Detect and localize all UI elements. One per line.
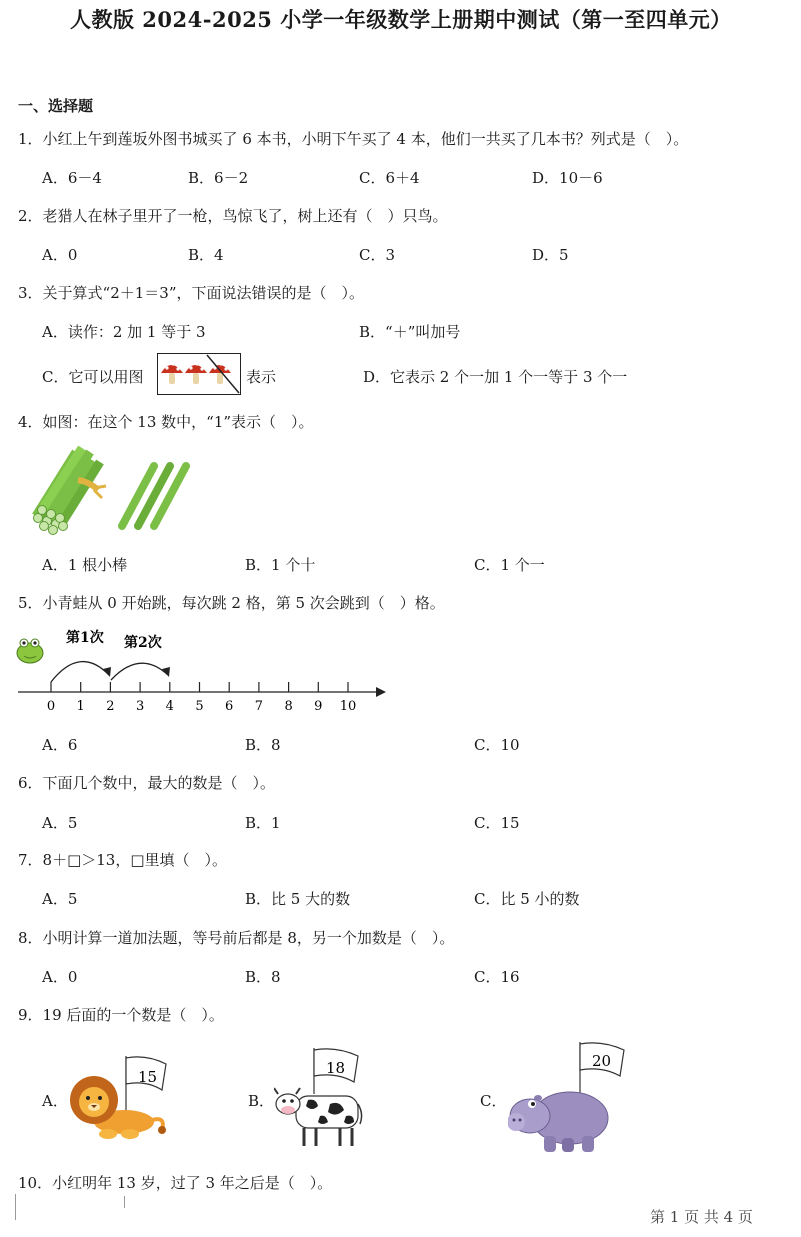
number-line-tick-label: 6 bbox=[225, 699, 234, 714]
question-4-option-c: C．1 个一 bbox=[474, 556, 545, 574]
question-6-stem: 6．下面几个数中，最大的数是（ ）。 bbox=[18, 774, 276, 792]
question-10-stem: 10．小红明年 13 岁，过了 3 年之后是（ ）。 bbox=[18, 1174, 333, 1192]
bundle-of-ten-sticks-icon bbox=[34, 448, 107, 535]
question-6-option-c: C．15 bbox=[474, 814, 520, 832]
number-line-tick-label: 0 bbox=[46, 699, 56, 714]
number-line-tick-label: 1 bbox=[76, 699, 85, 714]
number-line-tick-label: 2 bbox=[106, 699, 115, 714]
question-2-option-d: D．5 bbox=[532, 246, 569, 264]
sticks-illustration bbox=[28, 446, 198, 538]
single-stick-icon bbox=[122, 466, 154, 526]
number-line-diagram bbox=[14, 625, 394, 717]
cow-with-flag-icon bbox=[274, 1044, 364, 1150]
mushroom-picture-icon bbox=[157, 353, 241, 395]
number-line-tick-label: 4 bbox=[165, 699, 174, 714]
single-stick-icon bbox=[154, 466, 186, 526]
question-7-option-c: C．比 5 小的数 bbox=[474, 890, 580, 908]
page-corner-mark bbox=[124, 1196, 125, 1208]
question-8-option-c: C．16 bbox=[474, 968, 520, 986]
question-6-option-b: B．1 bbox=[245, 814, 281, 832]
question-2-stem: 2．老猎人在林子里开了一枪，鸟惊飞了，树上还有（ ）只鸟。 bbox=[18, 207, 448, 225]
question-5-option-c: C．10 bbox=[474, 736, 520, 754]
question-7-option-b: B．比 5 大的数 bbox=[245, 890, 351, 908]
question-6-option-a: A．5 bbox=[42, 814, 78, 832]
question-3-option-b: B．“＋”叫加号 bbox=[359, 323, 461, 341]
question-1-option-c: C．6＋4 bbox=[359, 169, 420, 187]
hippo-with-flag-icon bbox=[508, 1038, 626, 1156]
question-3-stem: 3．关于算式“2＋1＝3”，下面说法错误的是（ ）。 bbox=[18, 284, 365, 302]
page-title: 人教版 2024-2025 小学一年级数学上册期中测试（第一至四单元） bbox=[70, 7, 732, 32]
question-8-option-b: B．8 bbox=[245, 968, 281, 986]
question-1-option-d: D．10－6 bbox=[532, 169, 603, 187]
question-3-option-c: C．它可以用图 bbox=[42, 368, 144, 386]
question-8-stem: 8．小明计算一道加法题，等号前后都是 8，另一个加数是（ ）。 bbox=[18, 929, 455, 947]
question-8-option-a: A．0 bbox=[42, 968, 78, 986]
question-2-option-c: C．3 bbox=[359, 246, 396, 264]
number-line-tick-label: 7 bbox=[254, 699, 264, 714]
question-9-option-c: C． bbox=[480, 1092, 507, 1110]
question-1-option-a: A．6－4 bbox=[42, 169, 102, 187]
question-7-option-a: A．5 bbox=[42, 890, 78, 908]
frog-icon bbox=[17, 639, 43, 663]
question-3-option-d: D．它表示 2 个一加 1 个一等于 3 个一 bbox=[363, 368, 628, 386]
jump-label-2: 第2次 bbox=[124, 635, 162, 651]
question-4-option-a: A．1 根小棒 bbox=[42, 556, 128, 574]
number-line-tick-label: 9 bbox=[314, 699, 323, 714]
question-4-option-b: B．1 个十 bbox=[245, 556, 316, 574]
question-5-option-a: A．6 bbox=[42, 736, 78, 754]
number-line-tick-label: 10 bbox=[339, 699, 357, 714]
lion-with-flag-icon bbox=[66, 1050, 178, 1142]
single-stick-icon bbox=[138, 466, 170, 526]
number-line-tick-label: 3 bbox=[135, 699, 145, 714]
page-corner-mark bbox=[15, 1194, 16, 1220]
flag-number: 18 bbox=[326, 1059, 346, 1077]
question-7-stem: 7．8＋□＞13，□里填（ ）。 bbox=[18, 851, 228, 869]
question-9-option-a: A． bbox=[42, 1092, 68, 1110]
number-line-tick-label: 8 bbox=[284, 699, 293, 714]
question-1-stem: 1．小红上午到莲坂外图书城买了 6 本书，小明下午买了 4 本，他们一共买了几本书？列式是（ ）。 bbox=[18, 130, 689, 148]
question-9-stem: 9．19 后面的一个数是（ ）。 bbox=[18, 1006, 224, 1024]
question-2-option-a: A．0 bbox=[42, 246, 78, 264]
page-number: 第 1 页 共 4 页 bbox=[650, 1208, 753, 1226]
question-3-option-a: A．读作：2 加 1 等于 3 bbox=[42, 323, 206, 341]
question-3-option-c-suffix: 表示 bbox=[246, 368, 277, 386]
question-5-stem: 5．小青蛙从 0 开始跳，每次跳 2 格，第 5 次会跳到（ ）格。 bbox=[18, 594, 445, 612]
flag-number: 15 bbox=[138, 1068, 158, 1086]
section-heading: 一、选择题 bbox=[18, 97, 94, 115]
jump-label-1: 第1次 bbox=[66, 630, 104, 646]
flag-number: 20 bbox=[592, 1052, 612, 1070]
number-line-tick-label: 5 bbox=[195, 699, 204, 714]
question-4-stem: 4．如图：在这个 13 数中，“1”表示（ ）。 bbox=[18, 413, 314, 431]
question-5-option-b: B．8 bbox=[245, 736, 281, 754]
question-9-option-b: B． bbox=[248, 1092, 275, 1110]
question-1-option-b: B．6－2 bbox=[188, 169, 249, 187]
question-2-option-b: B．4 bbox=[188, 246, 224, 264]
